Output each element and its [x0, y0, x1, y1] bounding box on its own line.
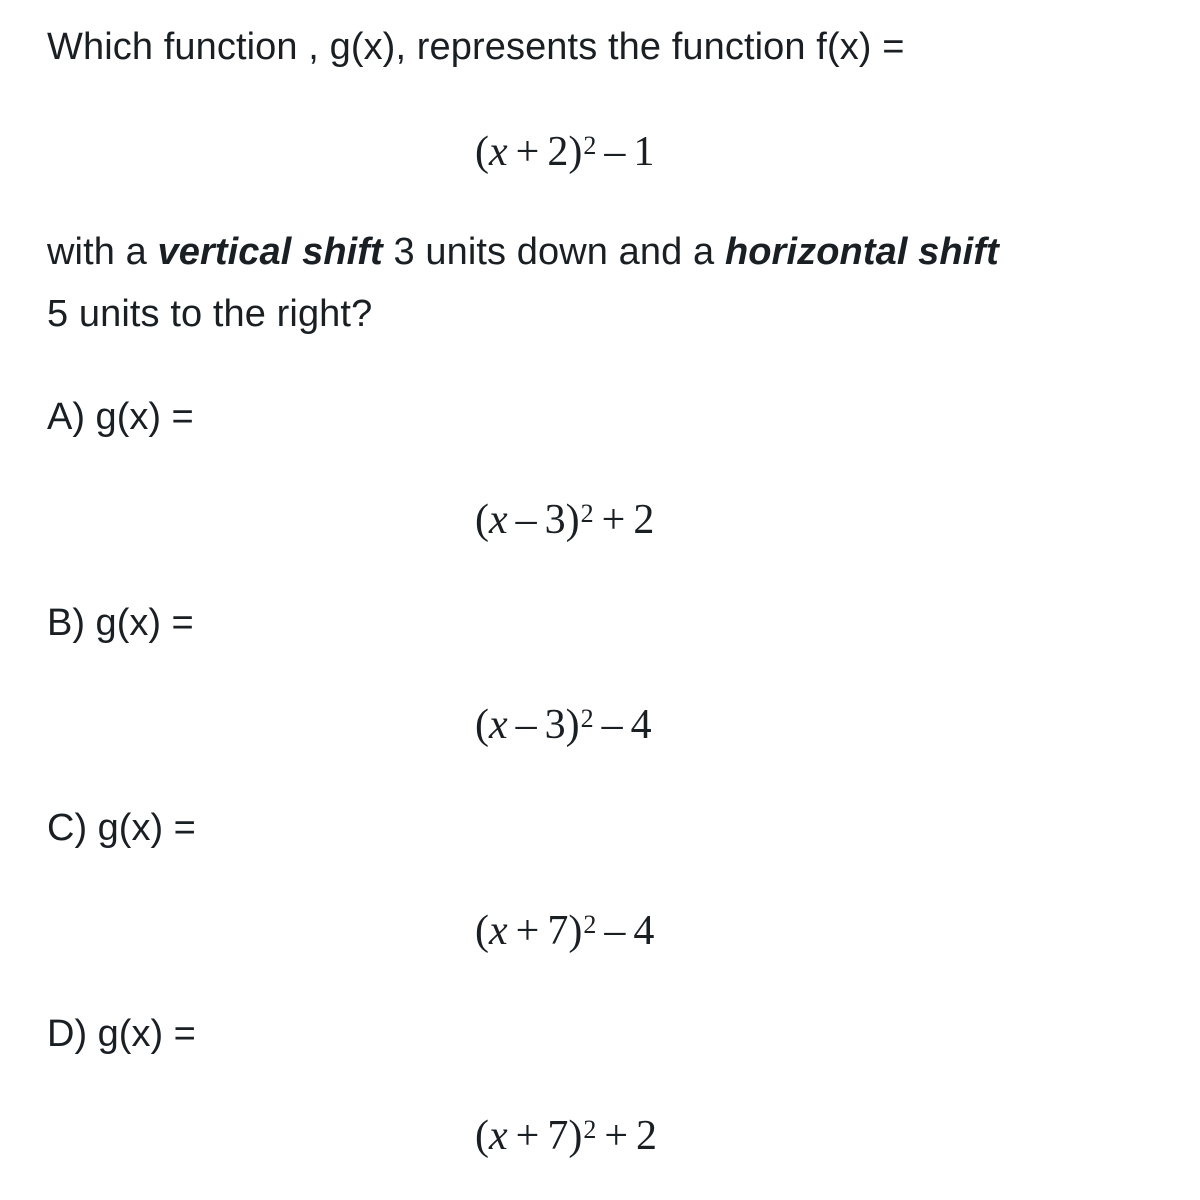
eq-operator-2: –	[601, 702, 623, 748]
eq-number: 2	[547, 129, 569, 175]
question-text-line-1: Which function , g(x), represents the function f(x) =	[47, 26, 905, 68]
eq-open-paren: (	[475, 497, 489, 543]
eq-operator-1: –	[515, 702, 537, 748]
eq-variable: x	[489, 1113, 508, 1159]
eq-operator-2: –	[604, 129, 626, 175]
eq-exponent: 2	[580, 499, 594, 528]
eq-constant: 1	[633, 129, 655, 175]
eq-open-paren: (	[475, 702, 489, 748]
option-b-equation	[475, 700, 652, 750]
question-text-line-2	[47, 228, 999, 276]
option-c-equation	[475, 906, 654, 956]
emphasis-horizontal-shift: horizontal shift	[724, 231, 999, 273]
eq-variable: x	[489, 702, 508, 748]
eq-operator-2: +	[604, 1113, 629, 1159]
eq-close-paren: )	[565, 702, 580, 748]
eq-operator-1: +	[515, 1113, 540, 1159]
eq-exponent: 2	[583, 131, 597, 160]
option-a-label: A) g(x) =	[47, 396, 194, 438]
eq-operator-2: –	[604, 908, 626, 954]
eq-operator-2: +	[601, 497, 626, 543]
eq-number: 3	[544, 702, 566, 748]
eq-constant: 4	[630, 702, 652, 748]
eq-number: 3	[544, 497, 566, 543]
eq-close-paren: )	[568, 129, 583, 175]
eq-close-paren: )	[565, 497, 580, 543]
eq-exponent: 2	[580, 704, 594, 733]
eq-variable: x	[489, 129, 508, 175]
eq-close-paren: )	[568, 1113, 583, 1159]
question-text-segment: 3 units down and a	[382, 231, 725, 273]
eq-constant: 2	[633, 497, 655, 543]
question-text-segment: with a	[47, 231, 158, 273]
eq-close-paren: )	[568, 908, 583, 954]
eq-operator-1: +	[515, 129, 540, 175]
option-a-equation	[475, 495, 654, 545]
question-text-line-3: 5 units to the right?	[47, 293, 373, 335]
eq-exponent: 2	[583, 910, 597, 939]
eq-open-paren: (	[475, 908, 489, 954]
eq-variable: x	[489, 908, 508, 954]
eq-constant: 2	[636, 1113, 658, 1159]
eq-constant: 4	[633, 908, 655, 954]
option-d-label: D) g(x) =	[47, 1013, 196, 1055]
eq-variable: x	[489, 497, 508, 543]
option-b-label: B) g(x) =	[47, 602, 194, 644]
eq-operator-1: +	[515, 908, 540, 954]
eq-open-paren: (	[475, 129, 489, 175]
eq-number: 7	[547, 1113, 569, 1159]
eq-operator-1: –	[515, 497, 537, 543]
eq-number: 7	[547, 908, 569, 954]
option-c-label: C) g(x) =	[47, 807, 196, 849]
eq-exponent: 2	[583, 1115, 597, 1144]
option-d-equation	[475, 1111, 657, 1161]
question-equation	[475, 127, 654, 177]
eq-open-paren: (	[475, 1113, 489, 1159]
emphasis-vertical-shift: vertical shift	[157, 231, 383, 273]
